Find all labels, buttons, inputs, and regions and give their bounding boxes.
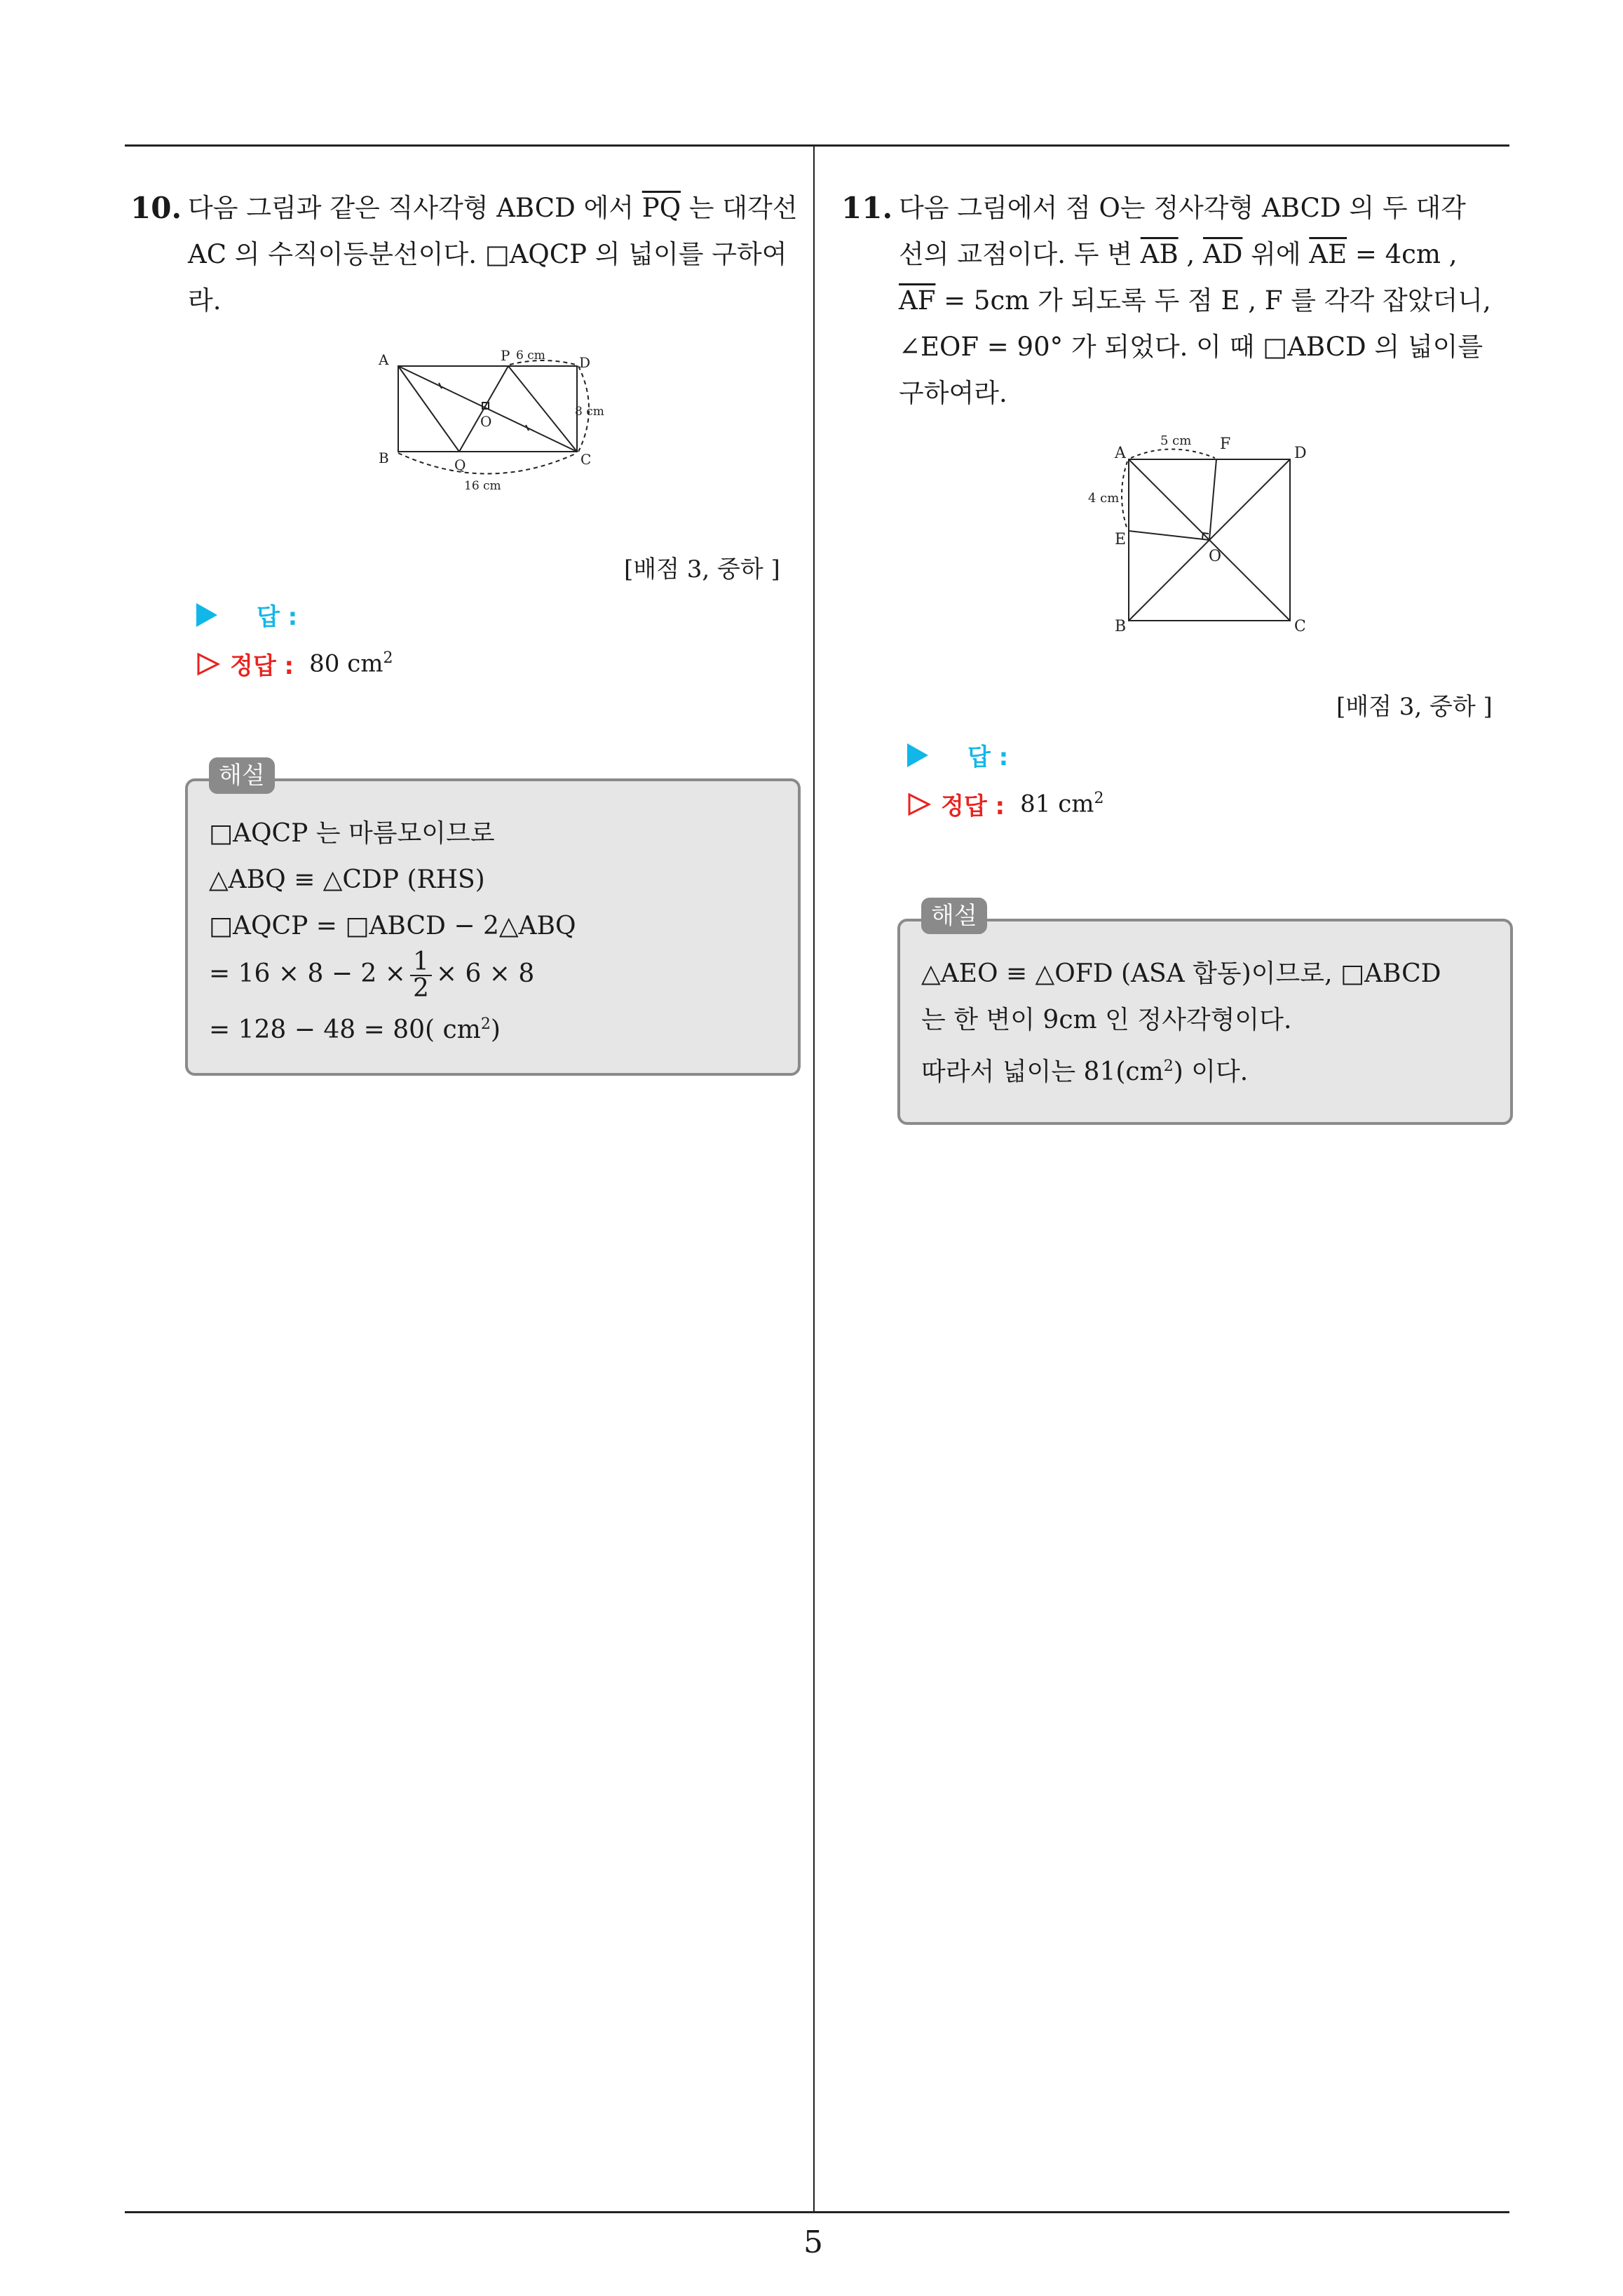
solution-line-3a: 따라서 넓이는 81(cm <box>921 1058 1164 1086</box>
label-f: F <box>1220 435 1231 453</box>
bottom-rule <box>125 2211 1509 2213</box>
label-e: E <box>1115 531 1127 548</box>
problem-10-answer-row <box>196 597 297 632</box>
problem-11-solution-tag: 해설 <box>921 898 987 934</box>
solution-line-5a: = 128 − 48 = 80( cm <box>209 1015 481 1044</box>
correct-label: 정답 : <box>230 652 294 680</box>
solution-line-5b: ) <box>490 1015 501 1044</box>
label-b: B <box>1115 618 1127 635</box>
top-rule <box>125 144 1509 147</box>
segment-ab: $\overline{AB}$ <box>1140 239 1179 269</box>
label-p: P <box>501 347 510 364</box>
problem-11-number: 11. <box>841 191 893 225</box>
segment-pc <box>508 366 577 452</box>
dashed-arc-ae <box>1122 461 1127 529</box>
solution-line-3b: ) 이다. <box>1173 1058 1249 1086</box>
label-d: D <box>579 354 591 371</box>
problem-10-correct-row <box>196 647 393 681</box>
dashed-arc-af <box>1131 450 1215 459</box>
label-o: O <box>480 413 492 430</box>
play-outline-icon <box>907 792 931 816</box>
segment-pq: $\overline{PQ}$ <box>641 193 681 223</box>
length-af: 5 cm <box>1160 433 1192 448</box>
p11-text-2a: 선의 교점이다. 두 변 <box>899 239 1141 269</box>
solution-line-3: □AQCP = □ABCD − 2△ABQ <box>209 912 576 940</box>
problem-10-line-2: AC 의 수직이등분선이다. □AQCP 의 넓이를 구하여 <box>188 239 787 269</box>
segment-eo <box>1129 531 1209 540</box>
label-b: B <box>379 450 389 466</box>
problem-11-line-4: ∠EOF = 90° 가 되었다. 이 때 □ABCD 의 넓이를 <box>899 332 1483 362</box>
play-outline-icon <box>196 652 220 676</box>
problem-11-line-3 <box>899 278 1509 324</box>
problem-10-solution-tag: 해설 <box>209 757 275 794</box>
problem-10-text <box>188 185 798 324</box>
p11-text-3: = 5cm 가 되도록 두 점 E , F 를 각각 잡았더니, <box>935 285 1491 316</box>
label-c: C <box>1294 618 1306 635</box>
play-icon <box>196 603 217 627</box>
label-a: A <box>1115 445 1126 462</box>
p10-text-1a: 다음 그림과 같은 직사각형 ABCD 에서 <box>188 193 642 223</box>
problem-11-line-5: 구하여라. <box>899 378 1007 408</box>
length-pd: 6 cm <box>516 349 545 363</box>
answer-label: 답 : <box>257 603 298 631</box>
label-d: D <box>1294 445 1307 462</box>
segment-af: $\overline{AF}$ <box>899 285 936 316</box>
fraction-denominator: 2 <box>412 974 429 1003</box>
solution-line-5 <box>209 1001 576 1053</box>
segment-fo <box>1209 459 1216 540</box>
answer-label: 답 : <box>967 743 1009 771</box>
solution-line-3 <box>921 1044 1441 1095</box>
label-a: A <box>379 351 389 368</box>
page-number: 5 <box>803 2224 823 2260</box>
problem-11-answer-row <box>907 738 1008 772</box>
problem-10-score: [배점 3, 중하 ] <box>624 555 780 583</box>
problem-10-solution-box <box>185 778 801 1076</box>
column-divider <box>813 147 815 2211</box>
correct-value <box>1020 790 1103 818</box>
p11-text-2d: = 4cm , <box>1347 239 1458 269</box>
play-icon <box>907 743 928 767</box>
problem-11-solution-box <box>897 919 1513 1125</box>
problem-11-line-1: 다음 그림에서 점 O는 정사각형 ABCD 의 두 대각 <box>899 193 1466 223</box>
correct-value <box>309 649 393 677</box>
correct-value-text: 81 cm <box>1020 790 1094 818</box>
problem-11-text <box>899 185 1509 417</box>
segment-ad: $\overline{AD}$ <box>1202 239 1243 269</box>
square-figure <box>1087 428 1325 645</box>
correct-value-sup: 2 <box>1094 790 1104 808</box>
solution-line-4 <box>209 947 576 1003</box>
correct-value-sup: 2 <box>383 649 393 668</box>
solution-line-1: △AEO ≡ △OFD (ASA 합동)이므로, □ABCD <box>921 959 1441 988</box>
problem-11-solution-lines <box>921 951 1441 1095</box>
problem-11-score: [배점 3, 중하 ] <box>1336 693 1493 721</box>
problem-11-line-2 <box>899 231 1509 278</box>
correct-value-text: 80 cm <box>309 649 383 678</box>
label-c: C <box>580 451 592 468</box>
label-o: O <box>1209 548 1222 565</box>
length-dc: 8 cm <box>575 405 604 419</box>
solution-line-3-sup: 2 <box>1163 1058 1174 1075</box>
fraction-numerator: 1 <box>410 950 432 976</box>
p11-text-2b: , <box>1178 239 1203 269</box>
solution-line-2: 는 한 변이 9cm 인 정사각형이다. <box>921 1006 1292 1034</box>
p11-text-2c: 위에 <box>1242 239 1310 269</box>
label-q: Q <box>454 457 466 473</box>
problem-10-solution-lines <box>209 811 576 1053</box>
p10-text-1b: 는 대각선 <box>681 193 798 223</box>
solution-line-4b: × 6 × 8 <box>435 959 535 988</box>
problem-11-correct-row <box>907 787 1103 821</box>
dashed-arc-bc <box>398 453 577 474</box>
fraction-half <box>410 947 432 1003</box>
solution-line-1: □AQCP 는 마름모이므로 <box>209 819 495 848</box>
solution-line-2: △ABQ ≡ △CDP (RHS) <box>209 865 485 894</box>
correct-label: 정답 : <box>941 792 1005 821</box>
solution-line-5-sup: 2 <box>480 1015 491 1033</box>
problem-10-line-1 <box>188 185 798 231</box>
length-bc: 16 cm <box>464 479 501 493</box>
segment-ae: $\overline{AE}$ <box>1309 239 1347 269</box>
problem-10-line-3: 라. <box>188 285 222 316</box>
length-ae: 4 cm <box>1088 491 1120 506</box>
solution-line-4a: = 16 × 8 − 2 × <box>209 959 406 988</box>
rectangle-figure <box>372 344 624 505</box>
problem-10-number: 10. <box>130 191 182 225</box>
segment-aq <box>398 366 459 452</box>
